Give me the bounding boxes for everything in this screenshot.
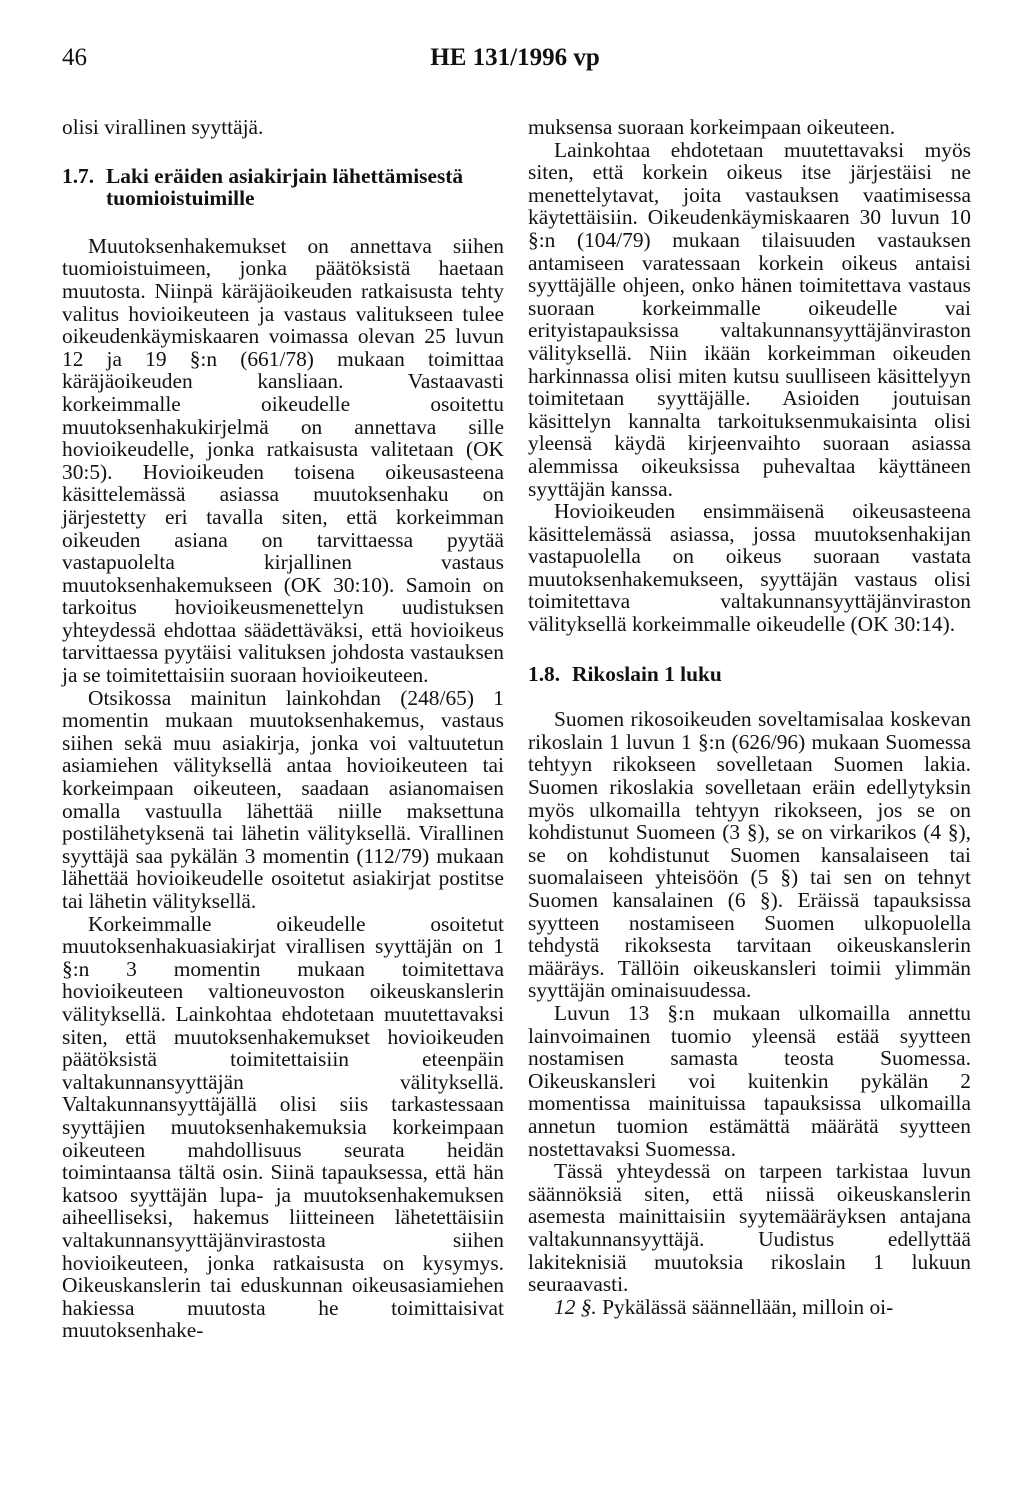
- paragraph: Otsikossa mainitun lainkohdan (248/65) 1 momentin mukaan muutoksenhakemus, vastaus siihen sekä muu asiakirja, jonka voi valtuutetun asiamiehen välityksellä antaa hovioikeuteen tai korkeimpaan oikeuteen, saadaan asianomaisen omalla vastuulla lähettää niille maksettuna postilähetyksenä tai lähetin välityksellä. Virallinen syyttäjä saa pykälän 3 momentin (112/79) mukaan lähettää hovioikeudelle osoitetut asiakirjat postitse tai lähetin välityksellä.: [62, 685, 504, 913]
- section-title: Rikoslain 1 luku: [572, 661, 722, 686]
- page-number: 46: [62, 44, 87, 71]
- paragraph-text: Pykälässä säännellään, milloin oi-: [602, 1294, 894, 1319]
- section-number: 1.7.: [62, 163, 95, 188]
- document-id: HE 131/1996 vp: [430, 44, 600, 71]
- left-column: [62, 116, 504, 1342]
- page-header: [62, 44, 968, 84]
- intro-line: olisi virallinen syyttäjä.: [62, 115, 264, 139]
- continuation-line: muksensa suoraan korkeimpaan oikeuteen.: [528, 115, 896, 139]
- section-heading-1-8: [528, 663, 971, 686]
- paragraph: Suomen rikosoikeuden soveltamisalaa koskevan rikoslain 1 luvun 1 §:n (626/96) mukaan Suomessa tehtyyn rikokseen sovelletaan Suomen lakia. Suomen rikoslakia sovelletaan eräin edellytyksin myös ulkomailla tehtyyn rikokseen, jos se on kohdistunut Suomeen (3 §), se on virkarikos (4 §), se on kohdistunut Suomen kansalaiseen tai suomalaiseen yhteisöön (5 §) tai sen on tehnyt Suomen kansalainen (6 §). Eräissä tapauksissa syytteen nostamiseen Suomen ulkopuolella tehdystä rikoksesta tarvitaan oikeuskanslerin määräys. Tällöin oikeuskansleri toimii ylimmän syyttäjän ominaisuudessa.: [528, 707, 971, 1003]
- paragraph: Tässä yhteydessä on tarpeen tarkistaa luvun säännöksiä siten, että niissä oikeuskanslerin asemesta mainittaisiin syytemääräyksen antajana valtakunnansyyttäjä. Uudistus edellyttää lakiteknisiä muutoksia rikoslain 1 lukuun seuraavasti.: [528, 1159, 971, 1297]
- paragraph: Hovioikeuden ensimmäisenä oikeusasteena käsittelemässä asiassa, jossa muutoksenhakijan vastapuolella on oikeus suoraan vastata muutoksenhakemukseen, syyttäjän vastaus olisi toimitettava valtakunnansyyttäjänviraston välityksellä korkeimmalle oikeudelle (OK 30:14).: [528, 499, 971, 637]
- section-heading-1-7: [62, 165, 504, 210]
- paragraph: Luvun 13 §:n mukaan ulkomailla annettu lainvoimainen tuomio yleensä estää syytteen nostamisen samasta teosta Suomessa. Oikeuskansleri voi kuitenkin pykälän 2 momentissa mainituissa tapauksissa ulkomailla annetun tuomion estämättä määrätä syytteen nostettavaksi Suomessa.: [528, 1000, 971, 1161]
- section-number: 1.8.: [528, 661, 561, 686]
- paragraph: Lainkohtaa ehdotetaan muutettavaksi myös siten, että korkein oikeus itse järjestäisi ne menettelytavat, joita vastauksen vaatimisessa käytettäisiin. Oikeudenkäymiskaaren 30 luvun 10 §:n (104/79) mukaan tilaisuuden vastauksen antamiseen varatessaan korkein oikeus antaisi syyttäjälle ohjeen, onko hänen toimitettava vastaus suoraan korkeimmalle oikeudelle vai erityistapauksissa valtakunnansyyttäjänviraston välityksellä. Niin ikään korkeimman oikeuden harkinnassa olisi miten kutsu suulliseen käsittelyyn toimitetaan syyttäjälle. Asioiden joutuisan käsittelyn kannalta tarkoituksenmukaisinta olisi yleensä käydä kirjeenvaihto suoraan asiassa alemmissa oikeuksissa puhevaltaa käyttäneen syyttäjän kanssa.: [528, 137, 971, 501]
- final-paragraph: [528, 1296, 971, 1319]
- paragraph: Korkeimmalle oikeudelle osoitetut muutoksenhakuasiakirjat virallisen syyttäjän on 1 §:n 3 momentin mukaan toimitettava hovioikeuteen valtioneuvoston oikeuskanslerin välityksellä. Lainkohtaa ehdotetaan muutettavaksi siten, että muutoksenhakemukset hovioikeuden päätöksistä toimitettaisiin eteenpäin valtakunnansyyttäjän välityksellä. Valtakunnansyyttäjällä olisi siis tarkastessaan syyttäjien muutoksenhakemuksia korkeimpaan oikeuteen mahdollisuus seurata heidän toimintaansa tältä osin. Siinä tapauksessa, että hän katsoo syyttäjän lupa- ja muutoksenhakemuksen aiheelliseksi, hakemus liitteineen lähetettäisiin valtakunnansyyttäjänvirastosta siihen hovioikeuteen, jonka ratkaisusta on kysymys. Oikeuskanslerin tai eduskunnan oikeusasiamiehen hakiessa muutosta he toimittaisivat muutoksenhake-: [62, 911, 504, 1343]
- section-title: Laki eräiden asiakirjain lähettämisestä tuomioistuimille: [106, 163, 464, 211]
- section-reference: 12 §.: [554, 1294, 597, 1319]
- right-column: [528, 116, 971, 1318]
- paragraph: Muutoksenhakemukset on annettava siihen tuomioistuimeen, jonka päätöksistä haetaan muutosta. Niinpä käräjäoikeuden ratkaisusta tehty valitus hovioikeuteen ja vastaus valitukseen tulee oikeudenkäymiskaaren voimassa olevan 25 luvun 12 ja 19 §:n (661/78) mukaan toimittaa käräjäoikeuden kansliaan. Vastaavasti korkeimmalle oikeudelle osoitettu muutoksenhakukirjelmä on annettava sille hovioikeudelle, jonka ratkaisusta valitetaan (OK 30:5). Hovioikeuden toisena oikeusasteena käsittelemässä asiassa muutoksenhaku on järjestetty eri tavalla siten, että korkeimman oikeuden asiana on tarvittaessa pyytää vastapuolelta kirjallinen vastaus muutoksenhakemukseen (OK 30:10). Samoin on tarkoitus hovioikeusmenettelyn uudistuksen yhteydessä ehdottaa säädettäväksi, että hovioikeus tarvittaessa pyytäisi valituksen johdosta vastauksen ja se toimitettaisiin suoraan hovioikeuteen.: [62, 233, 504, 688]
